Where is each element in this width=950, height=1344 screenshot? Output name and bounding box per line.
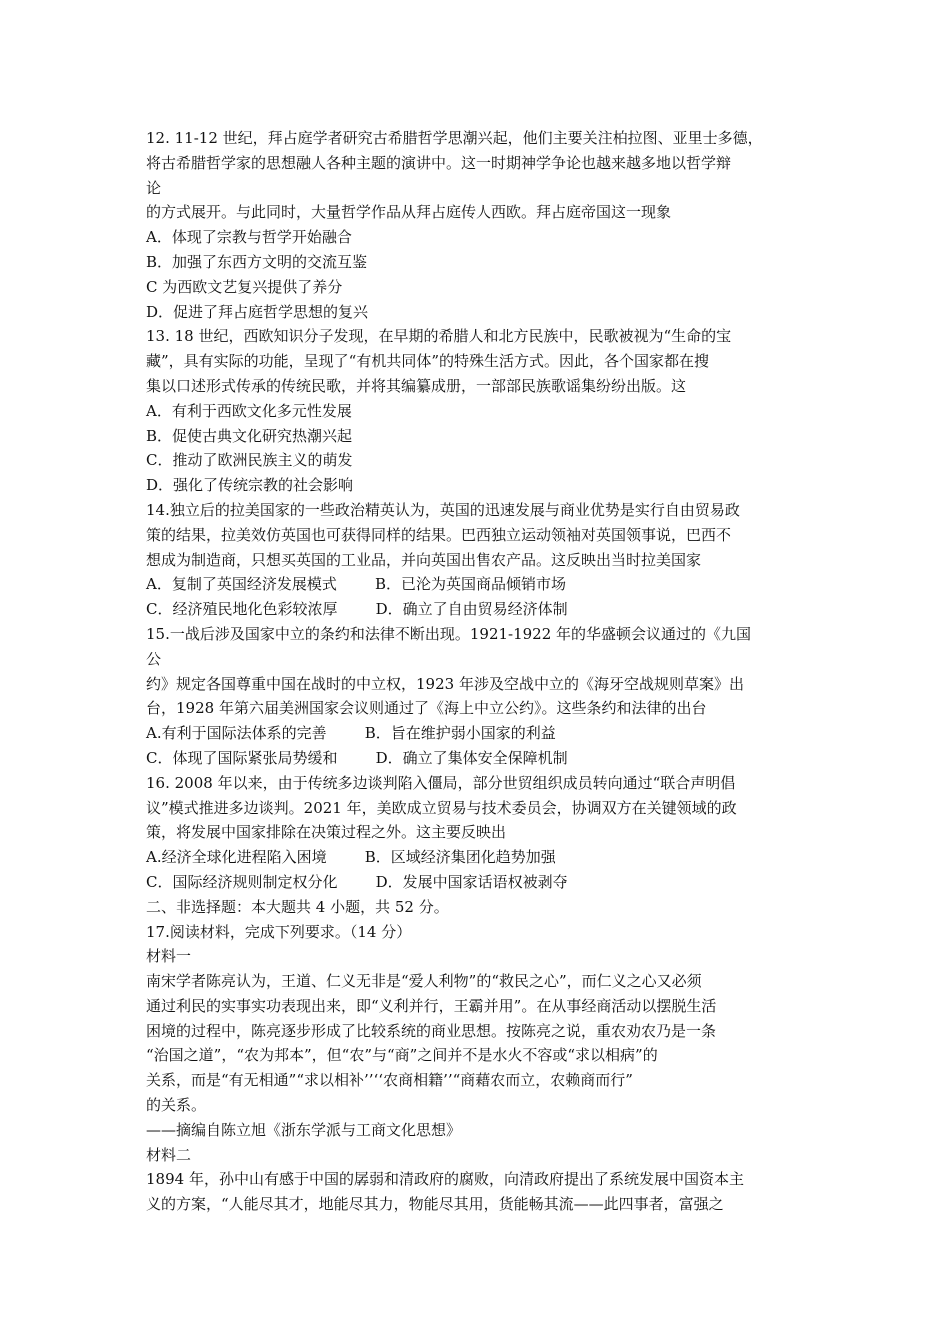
q12-option-a: A．体现了宗教与哲学开始融合 (146, 228, 352, 247)
q13-stem-line-2: 藏”，具有实际的功能，呈现了“有机共同体”的特殊生活方式。因此，各个国家都在搜 (146, 352, 710, 371)
q14-stem-line-1: 14.独立后的拉美国家的一些政治精英认为，英国的迅速发展与商业优势是实行自由贸易政 (146, 500, 740, 519)
q15-stem-line-4: 台，1928 年第六届美洲国家会议则通过了《海上中立公约》。这些条约和法律的出台 (146, 699, 707, 718)
material-two-line-1: 1894 年，孙中山有感于中国的孱弱和清政府的腐败，向清政府提出了系统发展中国资本主 (146, 1170, 744, 1189)
q16-options-cd: C．国际经济规则制定权分化 D．发展中国家话语权被剥夺 (146, 872, 568, 891)
q13-option-c: C．推动了欧洲民族主义的萌发 (146, 451, 353, 470)
q12-option-d: D．促进了拜占庭哲学思想的复兴 (146, 302, 369, 321)
q12-stem-line-2: 将古希腊哲学家的思想融人各种主题的演讲中。这一时期神学争论也越来越多地以哲学辩 (146, 153, 732, 172)
q16-stem-line-2: 议”模式推进多边谈判。2021 年，美欧成立贸易与技术委员会，协调双方在关键领域的政 (146, 798, 737, 817)
q12-stem-line-4: 的方式展开。与此同时，大量哲学作品从拜占庭传人西欧。拜占庭帝国这一现象 (146, 203, 672, 222)
q12-stem-line-3: 论 (146, 178, 162, 197)
section-two-heading: 二、非选择题：本大题共 4 小题，共 52 分。 (146, 897, 449, 916)
q16-stem-line-1: 16. 2008 年以来，由于传统多边谈判陷入僵局，部分世贸组织成员转向通过“联合声明倡 (146, 773, 736, 792)
q12-option-c: C 为西欧文艺复兴提供了养分 (146, 277, 343, 296)
q13-stem-line-3: 集以口述形式传承的传统民歌，并将其编纂成册，一部部民族歌谣集纷纷出版。这 (146, 376, 687, 395)
material-one-line-2: 通过利民的实事实功表现出来，即“义利并行，王霸并用”。在从事经商活动以摆脱生活 (146, 996, 717, 1015)
q12-option-b: B．加强了东西方文明的交流互鉴 (146, 252, 368, 271)
material-one-label: 材料一 (146, 947, 192, 966)
q16-options-ab: A.经济全球化进程陷入困境 B．区域经济集团化趋势加强 (146, 848, 556, 867)
q15-stem-line-2: 公 (146, 649, 162, 668)
material-one-line-1: 南宋学者陈亮认为，王道、仁义无非是“爱人利物”的“救民之心”，而仁义之心又必须 (146, 972, 702, 991)
q12-stem-line-1: 12. 11-12 世纪，拜占庭学者研究古希腊哲学思潮兴起，他们主要关注柏拉图、亚里士多德， (146, 129, 763, 147)
q15-options-cd: C．体现了国际紧张局势缓和 D．确立了集体安全保障机制 (146, 748, 568, 767)
material-one-source: ——摘编自陈立旭《浙东学派与工商文化思想》 (146, 1120, 462, 1139)
document-page (146, 126, 808, 1217)
q14-stem-line-3: 想成为制造商，只想买英国的工业品，并向英国出售农产品。这反映出当时拉美国家 (146, 550, 702, 569)
q16-stem-line-3: 策，将发展中国家排除在决策过程之外。这主要反映出 (146, 823, 507, 842)
q14-options-cd: C．经济殖民地化色彩较浓厚 D．确立了自由贸易经济体制 (146, 600, 568, 619)
q14-stem-line-2: 策的结果，拉美效仿英国也可获得同样的结果。巴西独立运动领袖对英国领事说，巴西不 (146, 525, 732, 544)
q15-stem-line-1: 15.一战后涉及国家中立的条约和法律不断出现。1921-1922 年的华盛顿会议通过的《九国 (146, 624, 752, 643)
q13-option-d: D．强化了传统宗教的社会影响 (146, 476, 354, 495)
q13-stem-line-1: 13. 18 世纪，西欧知识分子发现，在早期的希腊人和北方民族中，民歌被视为“生命的宝 (146, 327, 732, 346)
q14-options-ab: A．复制了英国经济发展模式 B．已沦为英国商品倾销市场 (146, 575, 567, 594)
material-two-line-2: 义的方案，“人能尽其才，地能尽其力，物能尽其用，货能畅其流——此四事者，富强之 (146, 1195, 724, 1214)
q15-options-ab: A.有利于国际法体系的完善 B．旨在维护弱小国家的利益 (146, 724, 556, 743)
q13-option-a: A．有利于西欧文化多元性发展 (146, 401, 352, 420)
material-one-line-5: 关系，而是“有无相通”“求以相补’’‘‘农商相籍’’“商藉农而立，农赖商而行” (146, 1071, 633, 1090)
material-one-line-3: 困境的过程中，陈亮逐步形成了比较系统的商业思想。按陈亮之说，重农劝农乃是一条 (146, 1021, 717, 1040)
material-two-label: 材料二 (146, 1145, 192, 1164)
q17-title: 17.阅读材料，完成下列要求。（14 分） (146, 922, 412, 941)
q13-option-b: B．促使古典文化研究热潮兴起 (146, 426, 353, 445)
material-one-line-4: “治国之道”，“农为邦本”，但“农”与“商”之间并不是水火不容或“求以相病”的 (146, 1046, 658, 1065)
q15-stem-line-3: 约》规定各国尊重中国在战时的中立权，1923 年涉及空战中立的《海牙空战规则草案》出 (146, 674, 744, 693)
material-one-line-6: 的关系。 (146, 1096, 207, 1115)
